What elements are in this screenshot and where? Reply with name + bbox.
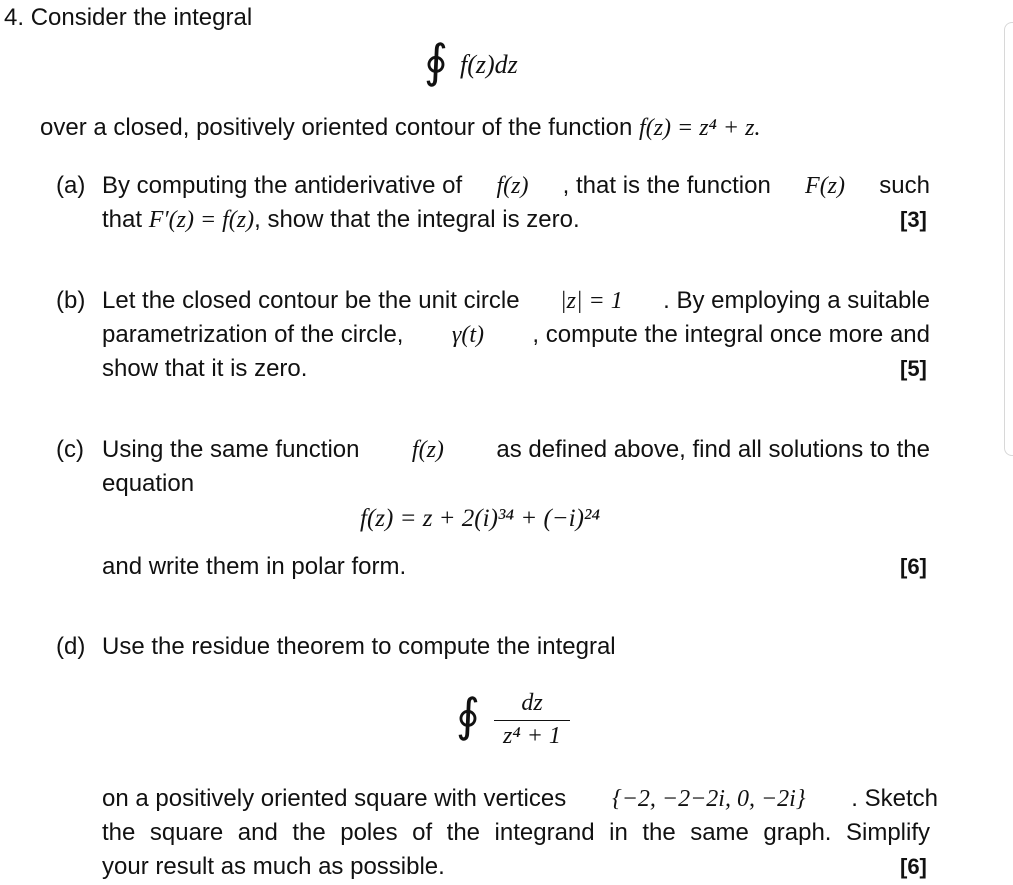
fraction-denominator: z⁴ + 1 <box>503 723 561 749</box>
part-d-marks: [6] <box>900 854 927 879</box>
part-b-line-2: parametrization of the circle, γ(t) , compute the integral once more and <box>102 321 930 348</box>
residue-integral-symbol: ∮ <box>456 688 480 742</box>
fraction-numerator: dz <box>521 690 543 716</box>
part-a-marks: [3] <box>900 207 927 232</box>
part-b-line-3: show that it is zero. <box>102 355 308 382</box>
part-a-label: (a) <box>56 172 86 199</box>
part-d-label: (d) <box>56 633 86 660</box>
part-c-marks: [6] <box>900 554 927 579</box>
part-a-line-2: that F′(z) = f(z), show that the integral is zero. <box>102 206 580 233</box>
contour-integral-symbol: ∮ <box>424 34 448 88</box>
function-definition: f(z) = z⁴ + z. <box>639 115 761 141</box>
question-number: 4. <box>4 4 25 31</box>
part-c-equation: f(z) = z + 2(i)³⁴ + (−i)²⁴ <box>360 505 601 532</box>
part-d-line-4: your result as much as possible. <box>102 853 445 880</box>
question-heading <box>4 4 252 32</box>
part-c-line-2: equation <box>102 470 195 497</box>
scrollbar-track[interactable] <box>1004 22 1013 456</box>
contour-description: over a closed, positively oriented contour of the function f(z) = z⁴ + z. <box>40 114 761 141</box>
part-b-marks: [5] <box>900 356 927 381</box>
part-b-label: (b) <box>56 287 86 314</box>
part-b-line-1: Let the closed contour be the unit circle |z| = 1 . By employing a suitable <box>102 287 930 314</box>
part-c-line-1: Using the same function f(z) as defined above, find all solutions to the <box>102 436 930 463</box>
question-intro: Consider the integral <box>30 4 253 31</box>
integrand: f(z)dz <box>460 50 518 79</box>
part-d-line-2: on a positively oriented square with vertices {−2, −2−2i, 0, −2i} . Sketch <box>102 785 938 812</box>
part-a-line-1: By computing the antiderivative of f(z) , that is the function F(z) such <box>102 172 930 199</box>
part-d-line-1: Use the residue theorem to compute the integral <box>102 633 616 660</box>
part-c-line-3: and write them in polar form. <box>102 553 407 580</box>
part-c-label: (c) <box>56 436 84 463</box>
part-d-line-3: the square and the poles of the integrand in the same graph. Simplify <box>102 819 930 846</box>
integrand-fraction <box>492 688 572 751</box>
